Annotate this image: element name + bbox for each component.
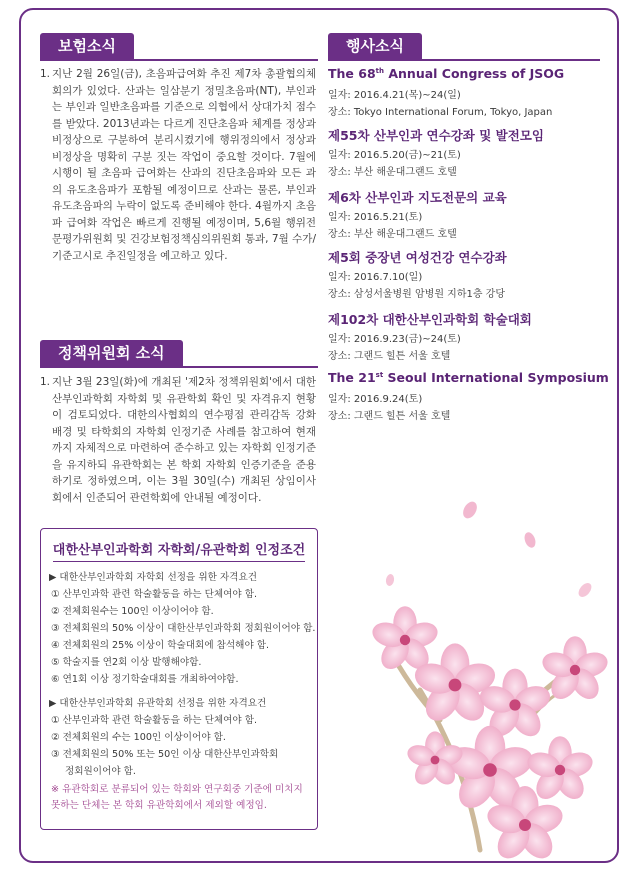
- sub-society-item: ① 산부인과학 관련 학술활동을 하는 단체여야 함.: [51, 589, 258, 600]
- sub-society-item: ⑥ 연1회 이상 정기학술대회를 개최하여야함.: [51, 674, 239, 685]
- event-place: 장소: 그랜드 힐튼 서울 호텔: [328, 351, 451, 362]
- criteria-note: ※ 유관학회로 분류되어 있는 학회와 연구회중 기준에 미치지 못하는 단체는 본 학회 유관학회에서 제외할 예정임.: [51, 784, 303, 811]
- event-title: 제5회 중장년 여성건강 연수강좌: [328, 250, 507, 265]
- event-title: The 21st Seoul International Symposium: [328, 370, 609, 385]
- insurance-heading: 보험소식: [40, 33, 134, 59]
- policy-text: 지난 3월 23일(화)에 개최된 '제2차 정책위원회'에서 대한산부인과학회 자학회 및 유관학회 확인 및 자격유지 현황이 검토되었다. 대한의사협회의 연수평점 관리감독 강화 배경 및 타학회의 자학회 인정기준 사례를 참고하여 현재까지 자체적으로 마련하여 준수하고 있는 자학회 인정기준을 유지하되 유관학회는 본 학회 자학회 인증기준을 준용하기로 정하였으며, 이는 3월 30일(수) 개최된 상임이사회에서 인준되어 관련학회에 안내될 예정이다.: [52, 376, 316, 504]
- related-society-item: 정회원이어야 함.: [65, 766, 136, 777]
- insurance-number: 1.: [40, 68, 51, 80]
- event-title: 제6차 산부인과 지도전문의 교육: [328, 190, 507, 205]
- insurance-section-header: [40, 33, 318, 61]
- sub-society-item: ③ 전체회원의 50% 이상이 대한산부인과학회 정회원이어야 함.: [51, 623, 316, 634]
- event-date: 일자: 2016.5.20(금)~21(토): [328, 150, 461, 161]
- event-date: 일자: 2016.4.21(목)~24(일): [328, 90, 461, 101]
- related-society-item: ② 전체회원의 수는 100인 이상이어야 함.: [51, 732, 226, 743]
- event-date: 일자: 2016.9.24(토): [328, 394, 423, 405]
- cherry-blossom-illustration: [330, 470, 615, 860]
- related-society-item: ③ 전체회원의 50% 또는 50인 이상 대한산부인과학회: [51, 749, 279, 760]
- event-place: 장소: 부산 해운대그랜드 호텔: [328, 167, 457, 178]
- policy-paragraph: [40, 374, 316, 506]
- criteria-box: [40, 528, 318, 830]
- event-title: 제55차 산부인과 연수강좌 및 발전모임: [328, 128, 544, 143]
- criteria-title-rule: [53, 561, 305, 562]
- event-title: 제102차 대한산부인과학회 학술대회: [328, 312, 532, 327]
- policy-heading: 정책위원회 소식: [40, 340, 183, 366]
- events-section-header: [328, 33, 600, 61]
- related-society-heading: ▶ 대한산부인과학회 유관학회 선정을 위한 자격요건: [49, 698, 267, 709]
- related-society-item: ① 산부인과학 관련 학술활동을 하는 단체여야 함.: [51, 715, 258, 726]
- criteria-title: 대한산부인과학회 자학회/유관학회 인정조건: [52, 543, 306, 558]
- event-date: 일자: 2016.5.21(토): [328, 212, 423, 223]
- policy-section-header: [40, 340, 318, 368]
- sub-society-item: ④ 전체회원의 25% 이상이 학술대회에 참석해야 함.: [51, 640, 270, 651]
- sub-society-item: ⑤ 학술지를 연2회 이상 발행해야함.: [51, 657, 202, 668]
- event-place: 장소: Tokyo International Forum, Tokyo, Japan: [328, 107, 553, 118]
- event-place: 장소: 부산 해운대그랜드 호텔: [328, 229, 457, 240]
- insurance-paragraph: [40, 66, 316, 264]
- sub-society-item: ② 전체회원수는 100인 이상이어야 함.: [51, 606, 214, 617]
- sub-society-heading: ▶ 대한산부인과학회 자학회 선정을 위한 자격요건: [49, 572, 257, 583]
- events-heading: 행사소식: [328, 33, 422, 59]
- insurance-text: 지난 2월 26일(금), 초음파급여화 추진 제7차 총괄협의체 회의가 있었다. 산과는 일삼분기 정밀초음파(NT), 부인과는 부인과 일반초음파를 기준으로 의협에서 상대가치 점수를 받았다. 2013년과는 다르게 진단초음파 체계를 정상과 비정상으로 구분하여 분리시켰기에 행위정의에서 정상과 비정상을 명확히 구분 짓는 작업이 중요할 것이다. 7월에 시행이 될 초음파 급여화는 산과의 진단초음파와 모든 과의 유도초음파가 포함될 예정이므로 산과는 물론, 부인과 유도초음파의 누락이 없도록 준비해야 한다. 4월까지 초음파 급여화 작업은 빠르게 진행될 예정이며, 5,6월 행위전문평가위원회 및 건강보험정책심의위원회 통과, 7월 수가/기준고시로 추진일정을 예고하고 있다.: [52, 68, 316, 262]
- event-place: 장소: 삼성서울병원 암병원 지하1층 강당: [328, 289, 506, 300]
- event-title: The 68th Annual Congress of JSOG: [328, 66, 565, 81]
- event-place: 장소: 그랜드 힐튼 서울 호텔: [328, 411, 451, 422]
- policy-number: 1.: [40, 376, 51, 388]
- event-date: 일자: 2016.7.10(일): [328, 272, 423, 283]
- event-date: 일자: 2016.9.23(금)~24(토): [328, 334, 461, 345]
